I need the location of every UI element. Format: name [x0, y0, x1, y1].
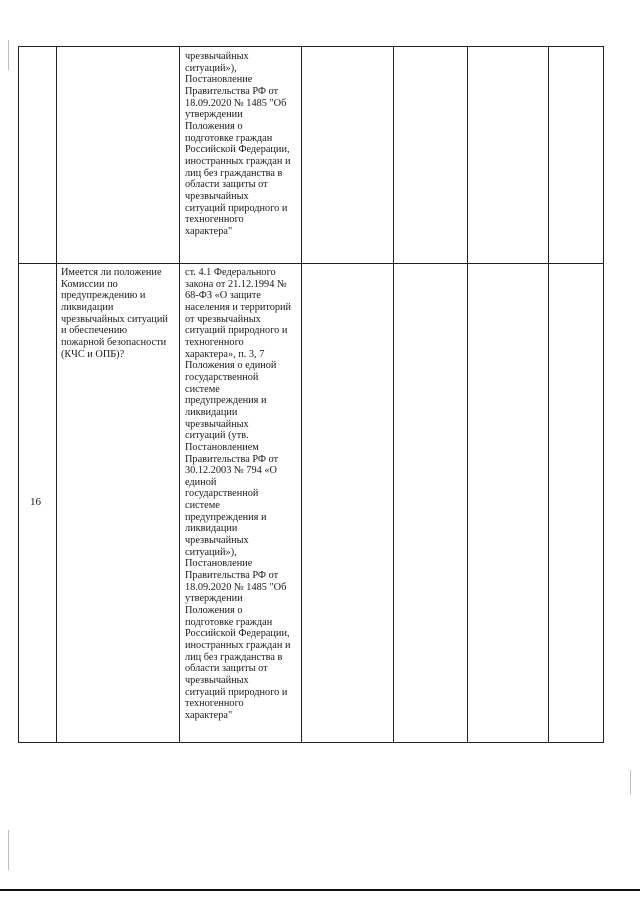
- column-divider: [467, 46, 468, 743]
- row15-legal-basis: чрезвычайных ситуаций»), Постановление Правительства РФ от 18.09.2020 № 1485 "Об утверждении Положения о подготовке граждан Российской Федерации, иностранных граждан и лиц без гражданства в области защиты от чрезвычайных ситуаций природного и техногенного характера": [185, 51, 291, 237]
- row16-legal-basis: ст. 4.1 Федерального закона от 21.12.1994 № 68-ФЗ «О защите населения и территорий от чрезвычайных ситуаций природного и техногенного характера», п. 3, 7 Положения о единой государственной системе предупреждения и ликвидации чрезвычайных ситуаций (утв. Постановлением Правительства РФ от 30.12.2003 № 794 «О единой государственной системе предупреждения и ликвидации чрезвычайных ситуаций»), Постановление Правительства РФ от 18.09.2020 № 1485 "Об утверждении Положения о подготовке граждан Российской Федерации, иностранных граждан и лиц без гражданства в области защиты от чрезвычайных ситуаций природного и техногенного характера": [185, 267, 292, 721]
- scan-artifact: [8, 40, 9, 70]
- scan-artifact: [630, 770, 631, 794]
- scan-bottom-edge: [0, 889, 640, 891]
- table-left-border: [18, 46, 19, 743]
- table-top-border: [18, 46, 604, 47]
- row-divider: [18, 263, 604, 264]
- row16-number: 16: [30, 496, 41, 508]
- column-divider: [179, 46, 180, 743]
- column-divider: [56, 46, 57, 743]
- table-bottom-border: [18, 742, 604, 743]
- scan-artifact: [8, 830, 9, 870]
- column-divider: [393, 46, 394, 743]
- column-divider: [301, 46, 302, 743]
- table-right-border: [603, 46, 604, 743]
- column-divider: [548, 46, 549, 743]
- row16-question: Имеется ли положение Комиссии по предупреждению и ликвидации чрезвычайных ситуаций и обеспечению пожарной безопасности (КЧС и ОПБ)?: [61, 267, 168, 360]
